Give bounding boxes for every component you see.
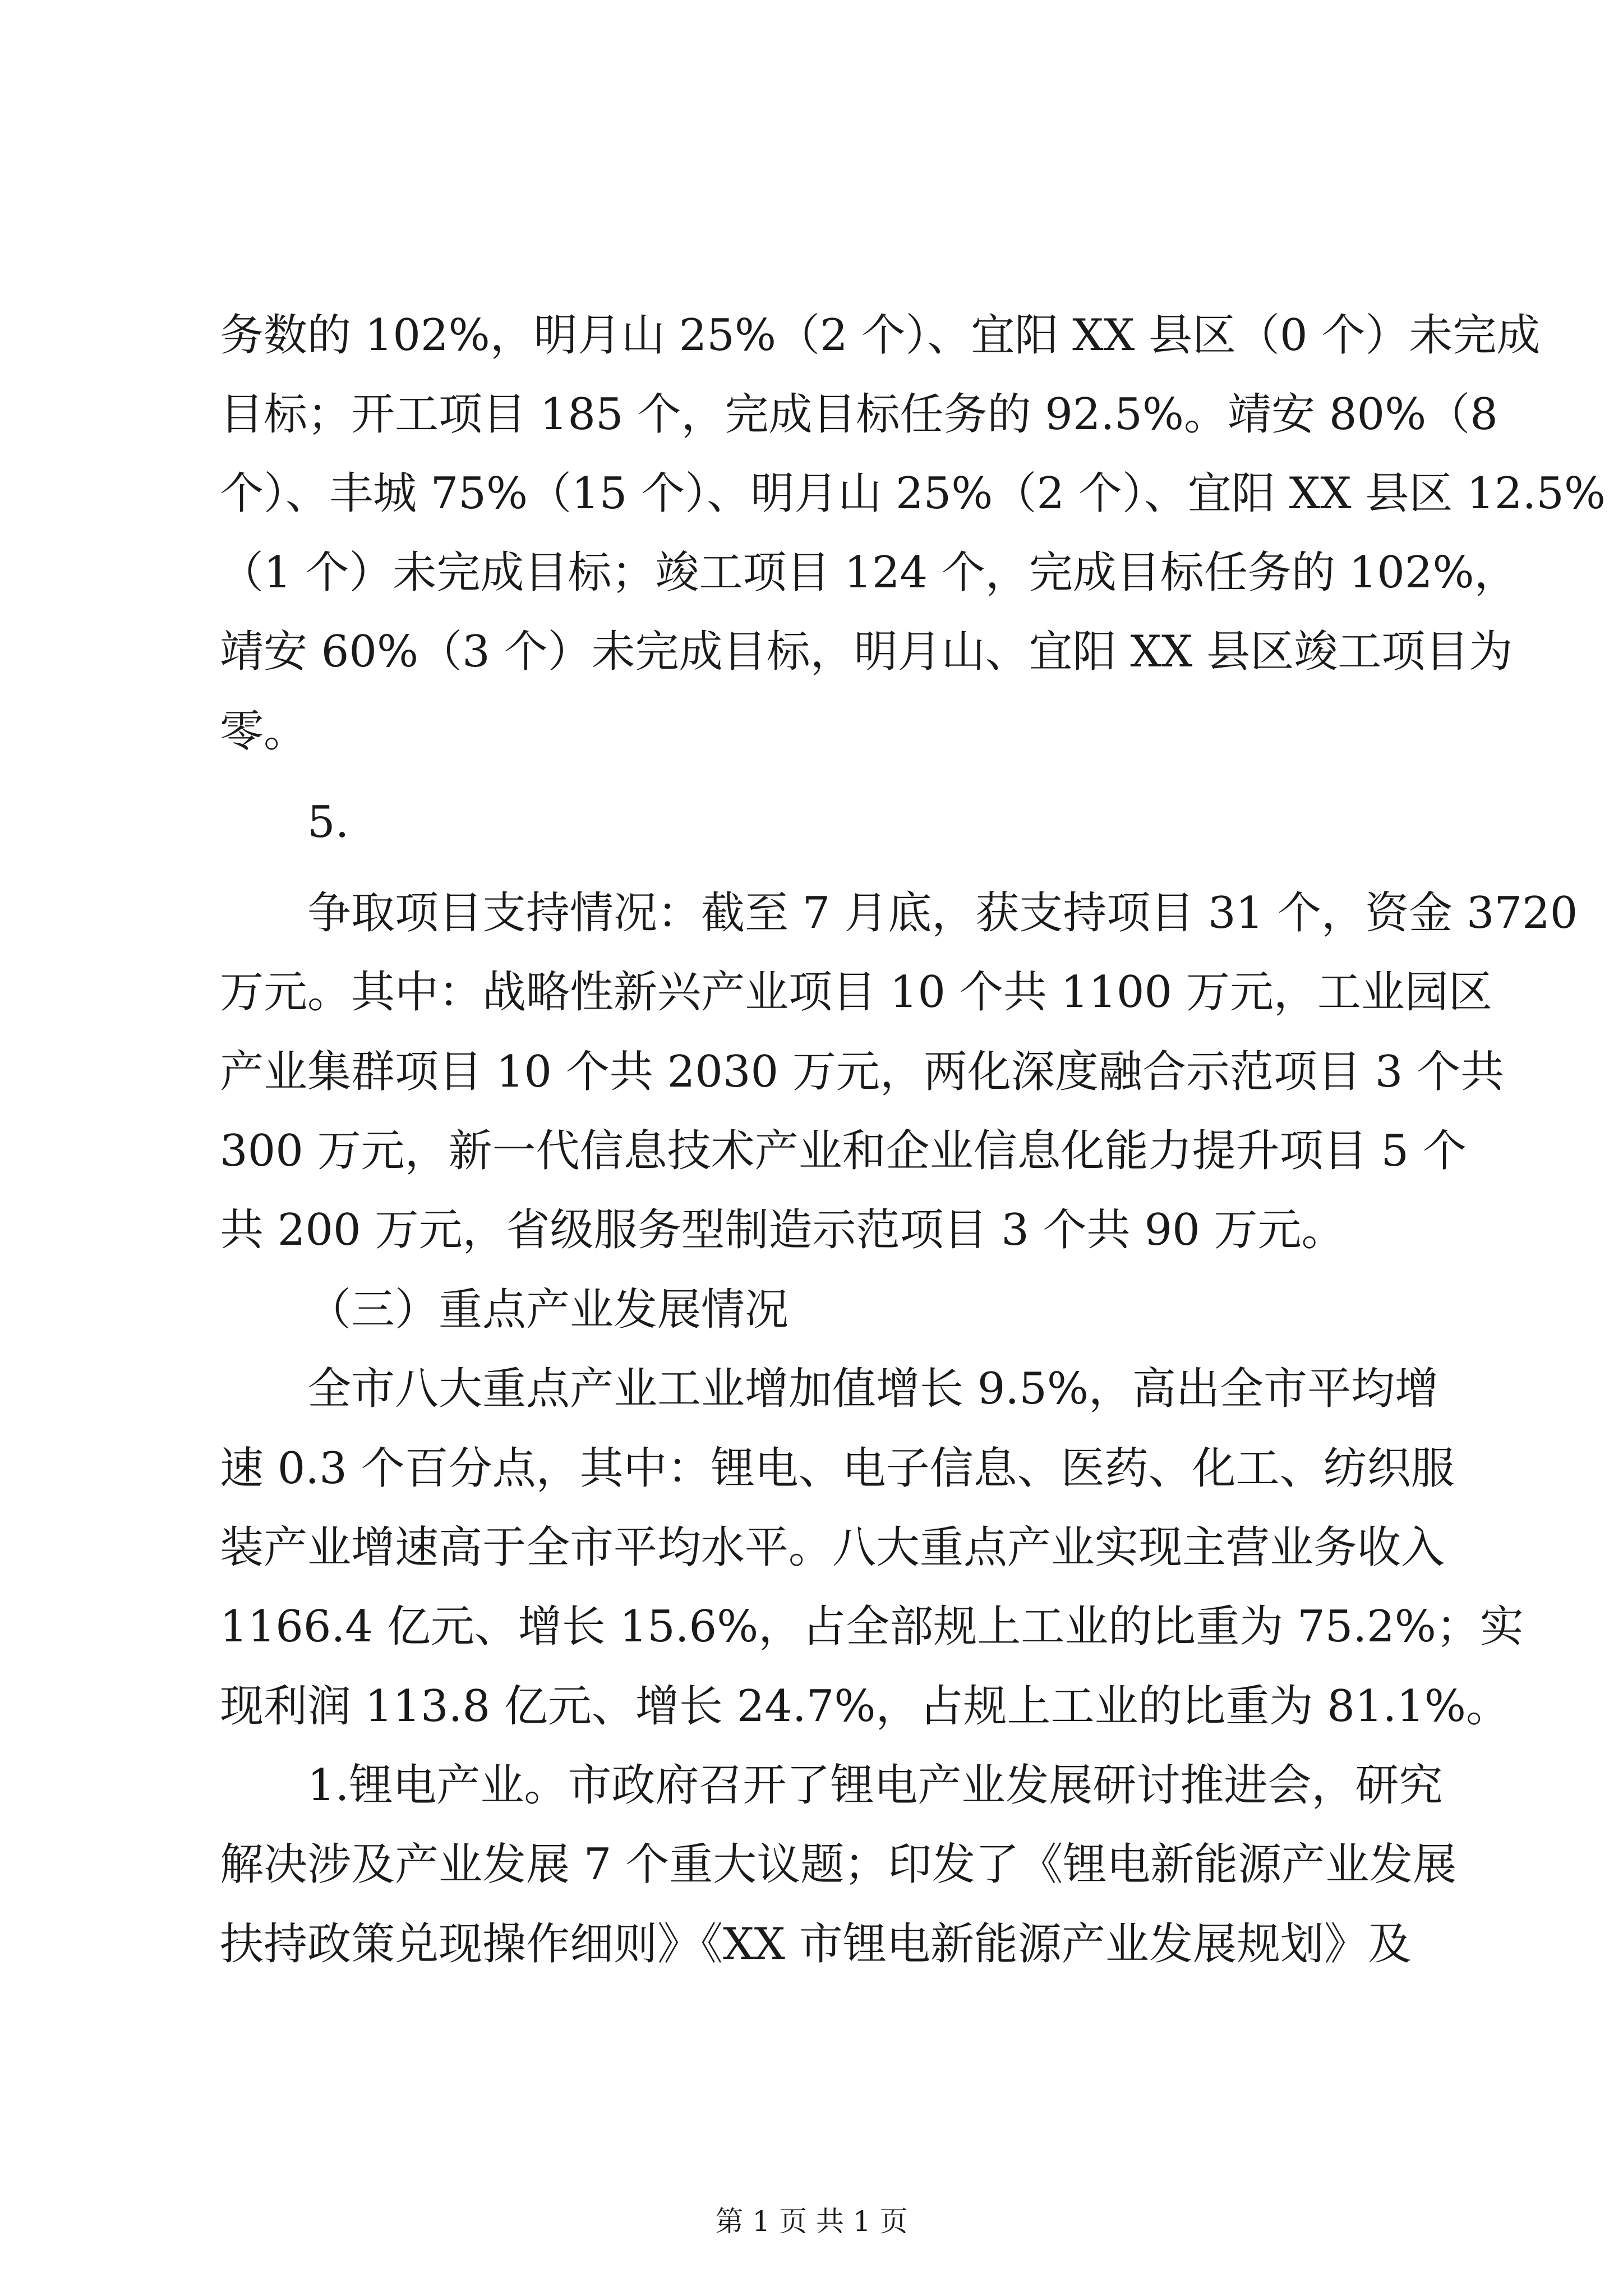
text-line: 扶持政策兑现操作细则》《XX 市锂电新能源产业发展规划》及 bbox=[220, 1919, 1412, 1970]
page-footer: 第 1 页 共 1 页 bbox=[715, 2205, 908, 2238]
text-line: 个）、丰城 75%（15 个）、明月山 25%（2 个）、宜阳 XX 县区 12.5% bbox=[220, 468, 1606, 519]
text-line: 解决涉及产业发展 7 个重大议题；印发了《锂电新能源产业发展 bbox=[220, 1839, 1457, 1890]
text-line: 全市八大重点产业工业增加值增长 9.5%，高出全市平均增 bbox=[307, 1364, 1438, 1414]
text-line: 装产业增速高于全市平均水平。八大重点产业实现主营业务收入 bbox=[220, 1522, 1445, 1573]
text-line: 万元。其中：战略性新兴产业项目 10 个共 1100 万元，工业园区 bbox=[220, 967, 1492, 1018]
section-number: 5. bbox=[307, 797, 349, 848]
text-line: （1 个）未完成目标；竣工项目 124 个，完成目标任务的 102%， bbox=[220, 547, 1518, 598]
text-line: 零。 bbox=[220, 706, 308, 757]
section-heading: （三）重点产业发展情况 bbox=[307, 1285, 789, 1335]
text-line: 共 200 万元，省级服务型制造示范项目 3 个共 90 万元。 bbox=[220, 1205, 1345, 1255]
text-line: 产业集群项目 10 个共 2030 万元，两化深度融合示范项目 3 个共 bbox=[220, 1047, 1505, 1097]
text-line: 目标；开工项目 185 个，完成目标任务的 92.5%。靖安 80%（8 bbox=[220, 389, 1498, 440]
text-line: 1166.4 亿元、增长 15.6%，占全部规上工业的比重为 75.2%；实 bbox=[220, 1602, 1524, 1652]
text-line: 300 万元，新一代信息技术产业和企业信息化能力提升项目 5 个 bbox=[220, 1126, 1467, 1176]
text-line: 争取项目支持情况：截至 7 月底，获支持项目 31 个，资金 3720 bbox=[307, 888, 1578, 938]
text-line: 务数的 102%，明月山 25%（2 个）、宜阳 XX 县区（0 个）未完成 bbox=[220, 310, 1541, 361]
text-line: 现利润 113.8 亿元、增长 24.7%，占规上工业的比重为 81.1%。 bbox=[220, 1681, 1510, 1732]
text-line: 速 0.3 个百分点，其中：锂电、电子信息、医药、化工、纺织服 bbox=[220, 1443, 1455, 1494]
text-line: 1.锂电产业。市政府召开了锂电产业发展研讨推进会，研究 bbox=[307, 1760, 1443, 1811]
text-line: 靖安 60%（3 个）未完成目标，明月山、宜阳 XX 县区竣工项目为 bbox=[220, 627, 1513, 677]
